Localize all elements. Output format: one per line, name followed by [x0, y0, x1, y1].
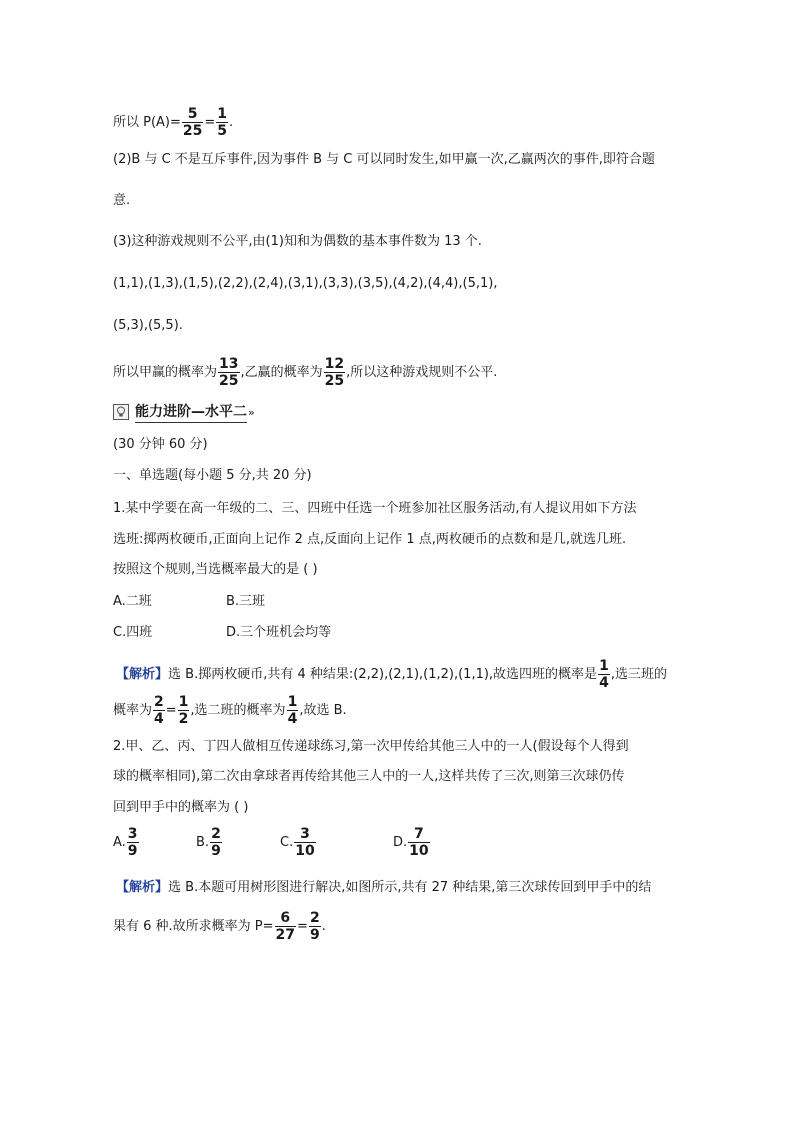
fraction: $\frac{7}{10}$ [409, 826, 429, 859]
analysis-tag: 【解析】 [116, 880, 169, 895]
fraction: $\frac{2}{9}$ [211, 826, 221, 859]
q2-option-b: B. $\frac{2}{9}$ [196, 826, 221, 859]
q1-option-b: B.三班 [226, 594, 266, 609]
double-chevron-icon: » [248, 405, 255, 419]
q2-option-c: C. $\frac{3}{10}$ [280, 826, 315, 859]
q2-option-d: D. $\frac{7}{10}$ [393, 826, 429, 859]
line-6: (5,3),(5,5). [113, 318, 183, 333]
fraction: $\frac{5}{25}$ [182, 106, 203, 139]
q1-option-a: A.二班 [113, 594, 152, 609]
q1-answer-line-1: 【解析】选 B.掷两枚硬币,共有 4 种结果:(2,2),(2,1),(1,2),(1,1),故选四班的概率是 $\frac{1}{4}$ ,选三班的 [116, 658, 667, 691]
q2-line-2: 球的概率相同),第二次由拿球者再传给其他三人中的一人,这样共传了三次,则第三次球仍传 [113, 769, 625, 784]
part-heading: 一、单选题(每小题 5 分,共 20 分) [113, 468, 312, 483]
text: 所以 P(A)= [113, 115, 181, 130]
q1-line-2: 选班:掷两枚硬币,正面向上记作 2 点,反面向上记作 1 点,两枚硬币的点数和是几,就选几班. [113, 532, 627, 547]
fraction: $\frac{1}{5}$ [217, 106, 228, 139]
q2-line-3: 回到甲手中的概率为 ( ) [113, 800, 249, 815]
q2-answer-line-2: 果有 6 种.故所求概率为 P= $\frac{6}{27}$ = $\frac{2}{9}$ . [113, 910, 326, 943]
q1-line-3: 按照这个规则,当选概率最大的是 ( ) [113, 562, 318, 577]
q2-answer-line-1: 【解析】选 B.本题可用树形图进行解决,如图所示,共有 27 种结果,第三次球传回到甲手中的结 [116, 880, 652, 895]
lightbulb-icon [113, 404, 129, 420]
line-7: 所以甲赢的概率为 $\frac{13}{25}$ ,乙赢的概率为 $\frac{12}{25}$ ,所以这种游戏规则不公平. [113, 356, 498, 389]
fraction: $\frac{3}{10}$ [295, 826, 315, 859]
fraction: $\frac{3}{9}$ [127, 826, 138, 859]
section-heading [113, 402, 255, 422]
fraction: $\frac{12}{25}$ [324, 356, 345, 389]
line-2: (2)B 与 C 不是互斥事件,因为事件 B 与 C 可以同时发生,如甲赢一次,乙赢两次的事件,即符合题 [113, 152, 655, 167]
fraction: $\frac{1}{2}$ [178, 694, 189, 727]
line-3: 意. [113, 193, 131, 208]
q1-line-1: 1.某中学要在高一年级的二、三、四班中任选一个班参加社区服务活动,有人提议用如下方法 [113, 501, 637, 516]
fraction: $\frac{1}{4}$ [599, 658, 609, 691]
analysis-tag: 【解析】 [116, 667, 169, 682]
fraction: $\frac{2}{4}$ [154, 694, 164, 727]
time-score: (30 分钟 60 分) [113, 437, 208, 452]
q1-answer-line-2: 概率为 $\frac{2}{4}$ = $\frac{1}{2}$ ,选二班的概率为 $\frac{1}{4}$ ,故选 B. [113, 694, 347, 727]
q1-option-d: D.三个班机会均等 [226, 625, 332, 640]
fraction: $\frac{13}{25}$ [219, 356, 239, 389]
section-title: 能力进阶—水平二 [135, 401, 247, 423]
fraction: $\frac{2}{9}$ [309, 910, 320, 943]
fraction: $\frac{1}{4}$ [287, 694, 298, 727]
q2-line-1: 2.甲、乙、丙、丁四人做相互传递球练习,第一次甲传给其他三人中的一人(假设每个人得到 [113, 739, 629, 754]
fraction: $\frac{6}{27}$ [275, 910, 296, 943]
q2-option-a: A. $\frac{3}{9}$ [113, 826, 138, 859]
q1-option-c: C.四班 [113, 625, 153, 640]
line-5: (1,1),(1,3),(1,5),(2,2),(2,4),(3,1),(3,3),(3,5),(4,2),(4,4),(5,1), [113, 276, 498, 291]
line-pa: 所以 P(A)= $\frac{5}{25}$ = $\frac{1}{5}$ . [113, 106, 234, 139]
line-4: (3)这种游戏规则不公平,由(1)知和为偶数的基本事件数为 13 个. [113, 234, 482, 249]
